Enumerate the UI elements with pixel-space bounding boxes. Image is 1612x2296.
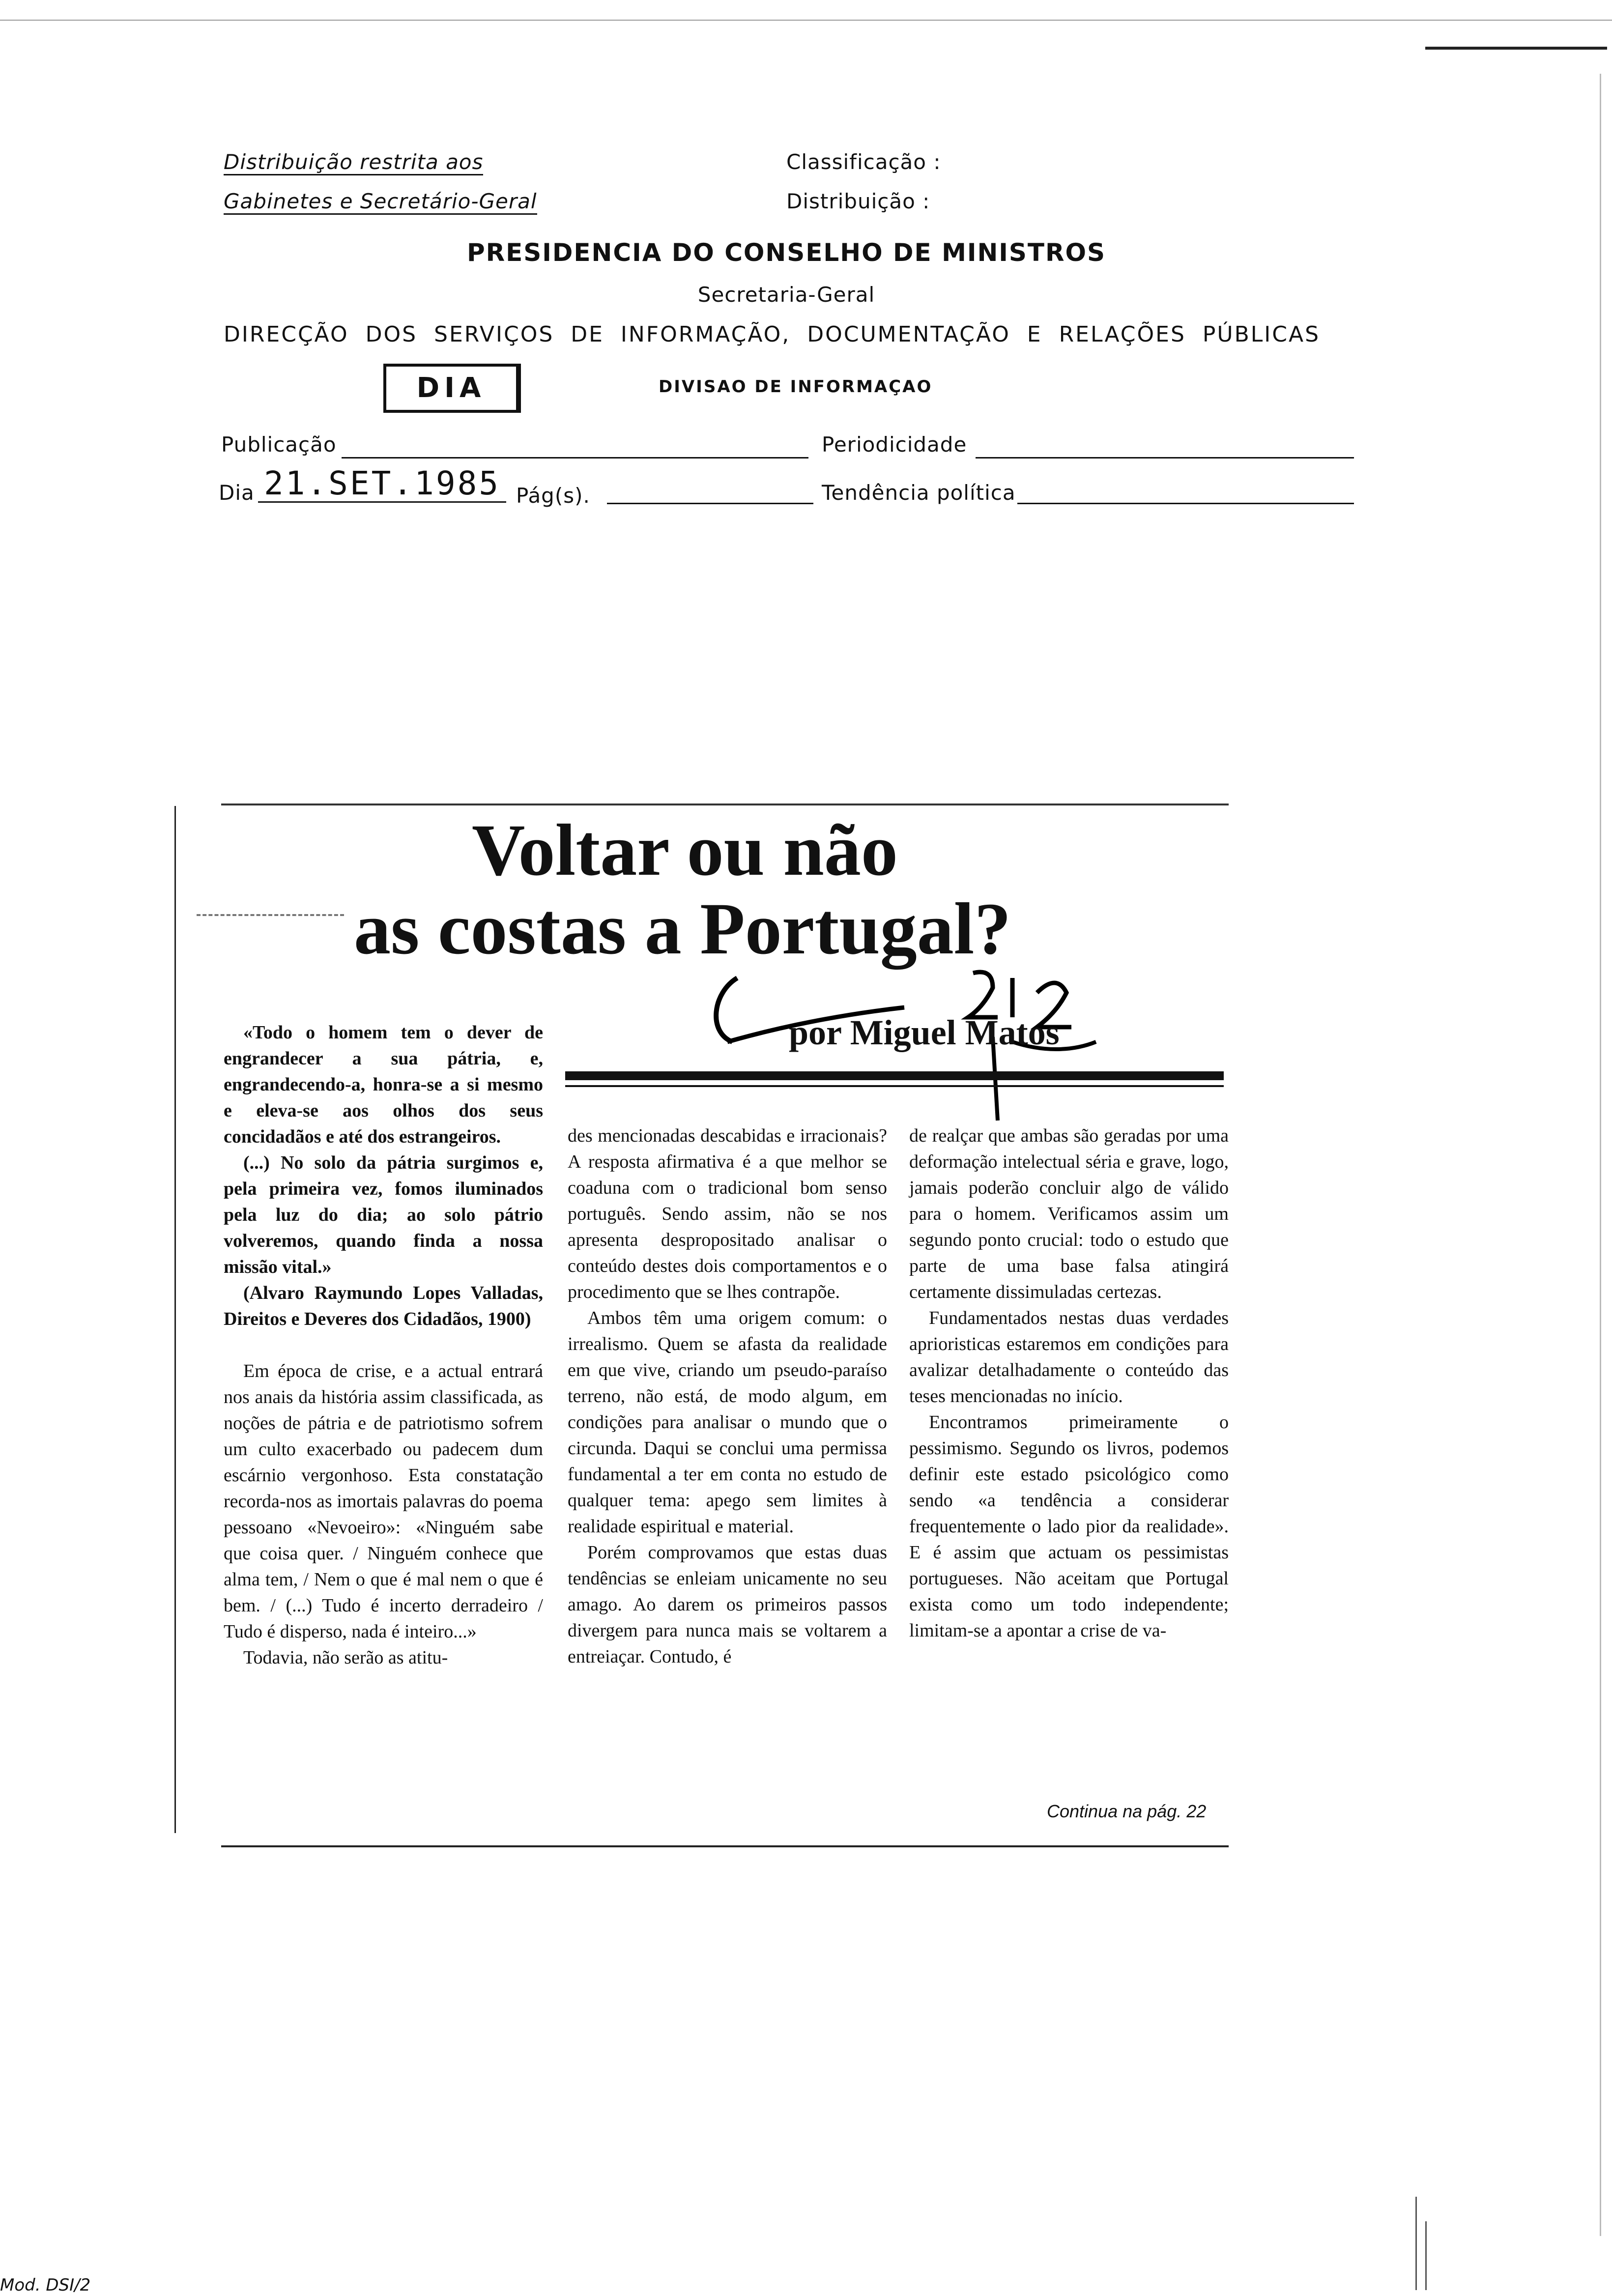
pages-label: Pág(s). (516, 484, 590, 508)
ministry-title: PRESIDENCIA DO CONSELHO DE MINISTROS (466, 238, 1106, 267)
tendency-label: Tendência política (822, 481, 1016, 505)
epigraph-paragraph-1: «Todo o homem tem o dever de engrandecer a sua pátria, e, engrandecendo-a, honra-se a si mesmo e eleva-se aos olhos dos seus concidadãos e até dos estrangeiros. (224, 1022, 543, 1147)
byline-rule-thin (565, 1085, 1224, 1087)
headline-line-2: as costas a Portugal? (354, 888, 1011, 970)
epigraph-citation: (Alvaro Raymundo Lopes Valladas, Direitos e Deveres dos Cidadãos, 1900) (224, 1283, 543, 1329)
body-paragraph: Porém comprovamos que estas duas tendências se enleiam unicamente no seu amago. Ao darem os primeiros passos divergem para nunca mais se voltarem a entreiaçar. Contudo, é (568, 1542, 887, 1667)
scan-right-edge (1600, 74, 1601, 2236)
column-3 (909, 1123, 1229, 1644)
body-paragraph: Todavia, não serão as atitu- (243, 1647, 448, 1668)
column-1 (224, 1020, 543, 1671)
distribution-label: Distribuição : (786, 189, 930, 213)
publication-label: Publicação (221, 432, 337, 457)
scan-mark (1425, 2221, 1427, 2290)
dia-stamp: DIA (383, 364, 521, 413)
clip-bottom-rule (221, 1845, 1229, 1847)
form-code: Mod. DSI/2 (0, 2275, 91, 2295)
restriction-line-1: Distribuição restrita aos (224, 150, 483, 174)
body-paragraph: de realçar que ambas são geradas por uma deformação intelectual séria e grave, logo, jamais poderão concluir algo de válido para o homem. Verificamos assim um segundo ponto crucial: todo o estudo que parte de uma base falsa atingirá certamente dissimuladas certezas. (909, 1125, 1229, 1302)
headline-scan-smudge (197, 914, 344, 936)
body-paragraph: Em época de crise, e a actual entrará nos anais da história assim classificada, as noções de pátria e de patriotismo sofrem um culto exacerbado ou padecem dum escárnio vergonhoso. Esta constatação recorda-nos as imortais palavras do poema pessoano «Nevoeiro»: «Ninguém sabe que coisa quer. / Ninguém conhece que alma tem, / Nem o que é mal nem o que é bem. / (...) Tudo é incerto derradeiro / Tudo é disperso, nada é inteiro...» (224, 1361, 543, 1642)
body-paragraph: Encontramos primeiramente o pessimismo. Segundo os livros, podemos definir este estado psicológico como sendo «a tendência a considerar frequentemente o lado pior da realidade». E é assim que actuam os pessimistas portugueses. Não aceitam que Portugal exista como um todo independente; limitam-se a apontar a crise de va- (909, 1412, 1229, 1641)
headline-line-1: Voltar ou não (472, 809, 898, 891)
byline: por Miguel Matos (789, 1013, 1060, 1052)
body-paragraph: Ambos têm uma origem comum: o irrealismo. Quem se afasta da realidade em que vive, criando um pseudo-paraíso terreno, não está, de modo algum, em condições para analisar o mundo que o circunda. Daqui se conclui uma permissa fundamental a ter em conta no estudo de qualquer tema: apego sem limites à realidade espiritual e material. (568, 1308, 887, 1537)
scan-edge-line (0, 20, 1612, 21)
clip-top-rule (221, 804, 1229, 805)
pages-line (607, 503, 813, 504)
tendency-line (1017, 503, 1354, 504)
byline-rule-thick (565, 1071, 1224, 1080)
secretariat: Secretaria-Geral (697, 283, 875, 307)
continued-note: Continua na pág. 22 (1047, 1801, 1207, 1821)
epigraph-paragraph-2: (...) No solo da pátria surgimos e, pela primeira vez, fomos iluminados pela luz do dia; ao solo pátrio volveremos, quando finda a nossa missão vital.» (224, 1152, 543, 1277)
date-field: 21.SET.1985 (258, 466, 506, 503)
restriction-line-2: Gabinetes e Secretário-Geral (224, 189, 537, 213)
periodicity-line (976, 457, 1354, 459)
day-label: Dia (219, 481, 255, 505)
periodicity-label: Periodicidade (822, 432, 967, 457)
clip-left-edge (174, 806, 176, 1833)
body-paragraph: des mencionadas descabidas e irracionais? A resposta afirmativa é a que melhor se coaduna com o tradicional bom senso português. Sendo assim, não se nos apresenta despropositado analisar o conteúdo destes dois comportamentos e o procedimento que se lhes contrapõe. (568, 1125, 887, 1302)
division: DIVISAO DE INFORMAÇAO (659, 377, 933, 397)
scan-edge-mark (1425, 47, 1607, 50)
directorate: DIRECÇÃO DOS SERVIÇOS DE INFORMAÇÃO, DOCUMENTAÇÃO E RELAÇÕES PÚBLICAS (224, 322, 1321, 347)
body-paragraph: Fundamentados nestas duas verdades aprioristicas estaremos em condições para avalizar detalhadamente o conteúdo das teses mencionadas no início. (909, 1308, 1229, 1406)
classification-label: Classificação : (786, 150, 941, 174)
publication-line (342, 457, 808, 459)
column-2 (568, 1123, 887, 1670)
scan-mark (1415, 2197, 1417, 2290)
